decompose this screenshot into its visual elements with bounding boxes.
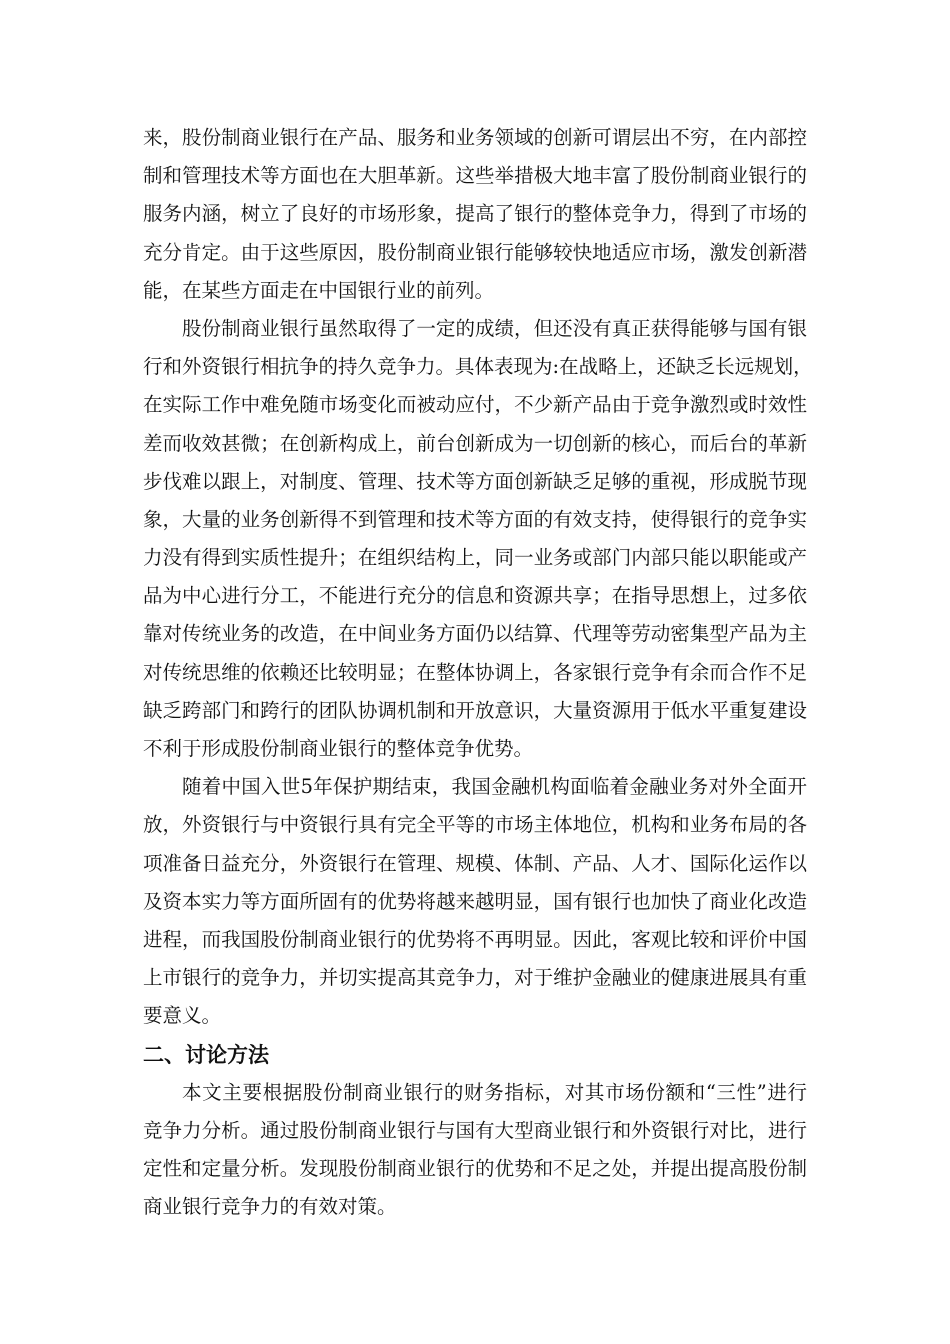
text-line: 定性和定量分析。发现股份制商业银行的优势和不足之处，并提出提高股份制	[143, 1157, 807, 1181]
section-heading: 二、讨论方法	[143, 1042, 269, 1067]
text-line: 服务内涵，树立了良好的市场形象，提高了银行的整体竞争力，得到了市场的	[143, 202, 807, 226]
paragraph-2	[143, 310, 813, 768]
text-line: 在实际工作中难免随市场变化而被动应付，不少新产品由于竞争激烈或时效性	[143, 393, 807, 417]
text-line: 上市银行的竞争力，并切实提高其竞争力，对于维护金融业的健康进展具有重	[143, 966, 807, 990]
text-line: 及资本实力等方面所固有的优势将越来越明显，国有银行也加快了商业化改造	[143, 889, 807, 913]
text-line: 对传统思维的依赖还比较明显；在整体协调上，各家银行竞争有余而合作不足	[143, 660, 807, 684]
text-line: 随着中国入世5年保护期结束，我国金融机构面临着金融业务对外全面开	[182, 775, 807, 799]
paragraph-3	[143, 768, 807, 1035]
text-line: 竞争力分析。通过股份制商业银行与国有大型商业银行和外资银行对比，进行	[143, 1118, 807, 1142]
text-line: 本文主要根据股份制商业银行的财务指标，对其市场份额和“三性”进行	[182, 1080, 807, 1104]
paragraph-4	[143, 1074, 807, 1227]
text-line: 项准备日益充分，外资银行在管理、规模、体制、产品、人才、国际化运作以	[143, 851, 807, 875]
text-line: 行和外资银行相抗争的持久竞争力。具体表现为:在战略上，还缺乏长远规划，	[143, 355, 813, 379]
text-line: 靠对传统业务的改造，在中间业务方面仍以结算、代理等劳动密集型产品为主	[143, 622, 807, 646]
text-line: 差而收效甚微；在创新构成上，前台创新成为一切创新的核心，而后台的革新	[143, 431, 807, 455]
text-line: 要意义。	[143, 1004, 222, 1028]
text-line: 品为中心进行分工，不能进行充分的信息和资源共享；在指导思想上，过多依	[143, 584, 807, 608]
text-line: 来，股份制商业银行在产品、服务和业务领域的创新可谓层出不穷，在内部控	[143, 126, 807, 149]
text-line: 股份制商业银行虽然取得了一定的成绩，但还没有真正获得能够与国有银	[182, 316, 807, 340]
text-line: 制和管理技术等方面也在大胆革新。这些举措极大地丰富了股份制商业银行的	[143, 164, 807, 188]
text-line: 能，在某些方面走在中国银行业的前列。	[143, 278, 495, 302]
text-line: 力没有得到实质性提升；在组织结构上，同一业务或部门内部只能以职能或产	[143, 546, 807, 570]
document-body	[143, 119, 813, 1226]
text-line: 象，大量的业务创新得不到管理和技术等方面的有效支持，使得银行的竞争实	[143, 507, 807, 531]
text-line: 商业银行竞争力的有效对策。	[143, 1195, 397, 1219]
text-line: 充分肯定。由于这些原因，股份制商业银行能够较快地适应市场，激发创新潜	[143, 240, 807, 264]
text-line: 进程，而我国股份制商业银行的优势将不再明显。因此，客观比较和评价中国	[143, 927, 807, 951]
text-line: 放，外资银行与中资银行具有完全平等的市场主体地位，机构和业务布局的各	[143, 813, 807, 837]
text-line: 缺乏跨部门和跨行的团队协调机制和开放意识，大量资源用于低水平重复建设	[143, 698, 807, 722]
paragraph-1	[143, 119, 807, 310]
text-line: 不利于形成股份制商业银行的整体竞争优势。	[143, 737, 534, 760]
text-line: 步伐难以跟上，对制度、管理、技术等方面创新缺乏足够的重视，形成脱节现	[143, 469, 807, 493]
